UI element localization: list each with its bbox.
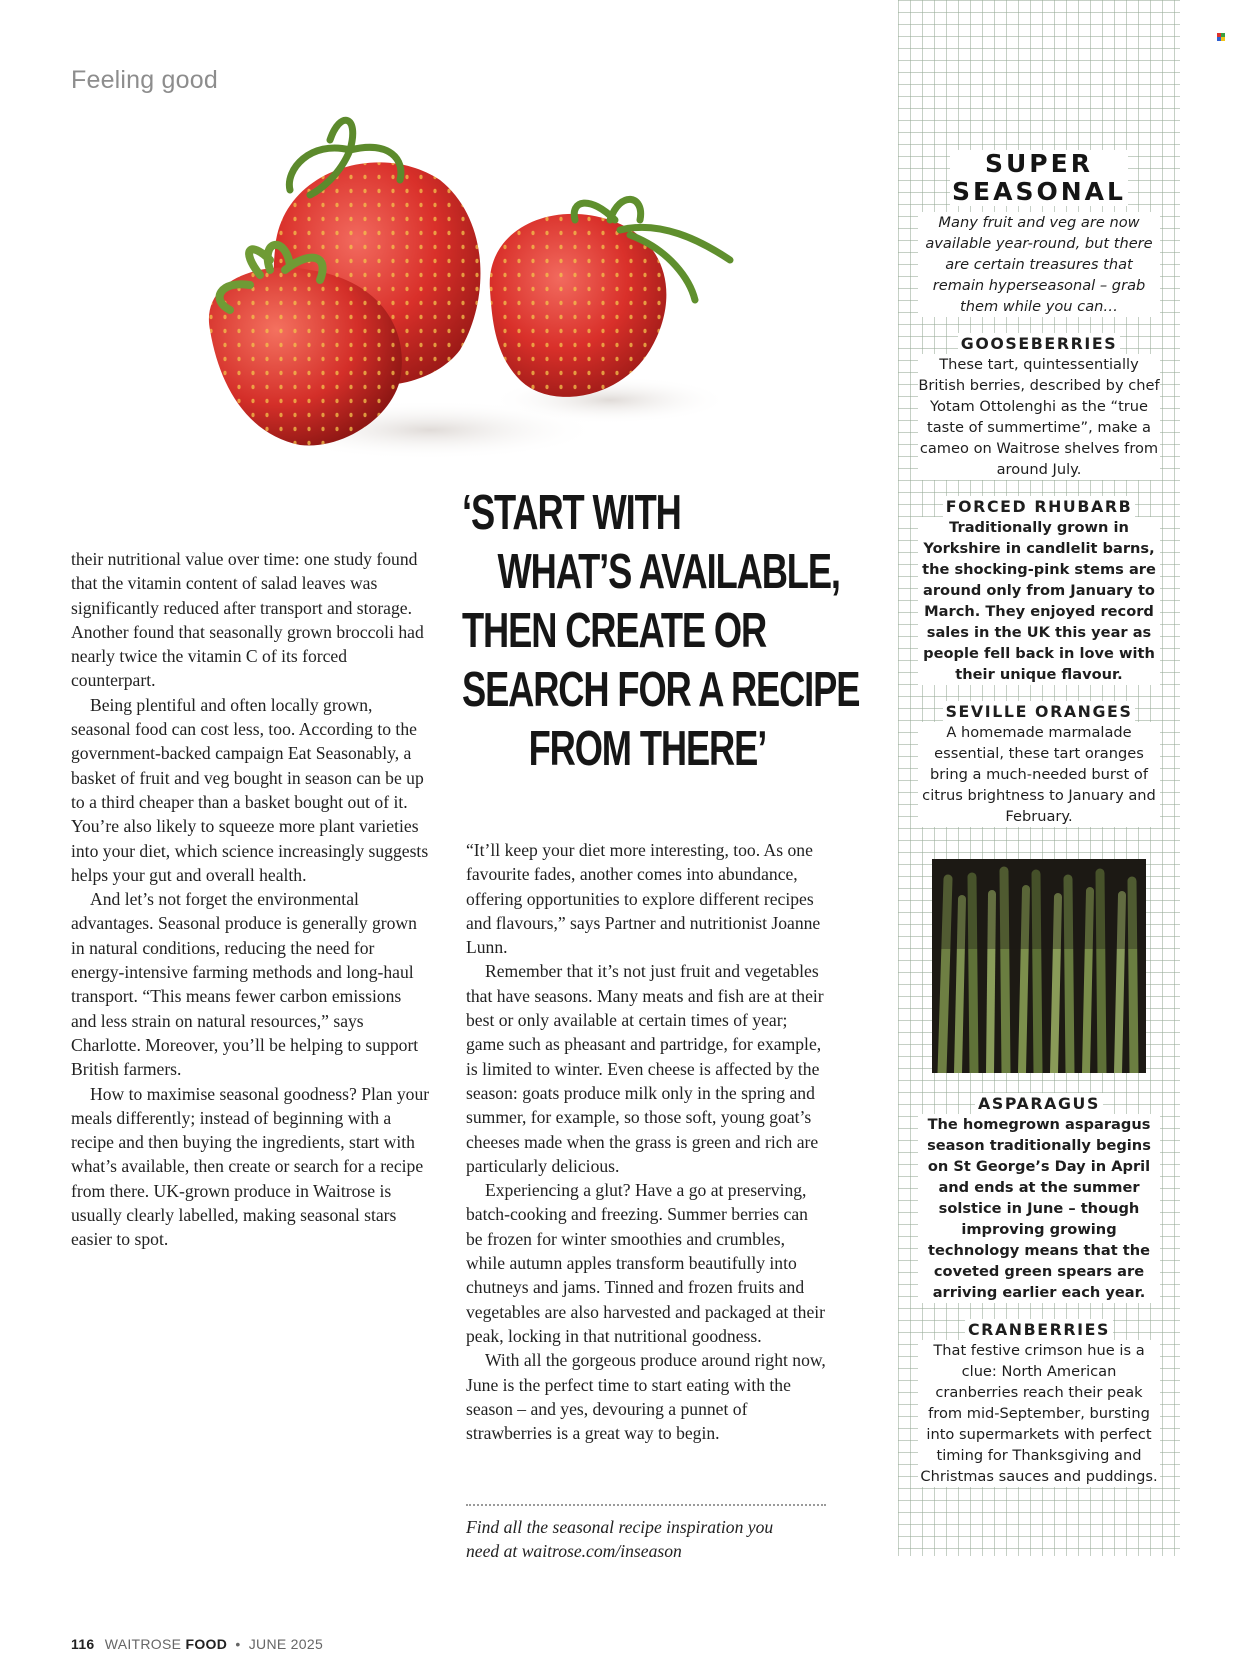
- pull-quote: [462, 484, 860, 779]
- sidebar-body: Traditionally grown in Yorkshire in candlelit barns, the shocking-pink stems are around only from January to March. They enjoyed record sales in the UK this year as people fell back in love with their unique flavour.: [918, 517, 1160, 685]
- footer-separator: •: [235, 1636, 241, 1652]
- body-paragraph: Remember that it’s not just fruit and vegetables that have seasons. Many meats and fish are at their best or only available at certain times of year; game such as pheasant and partridge, for example, is limited to winter. Even cheese is affected by the season: goats produce milk only in the spring and summer, for example, so those soft, young goat’s cheeses made when the grass is green and rich are particularly delicious.: [466, 961, 824, 1176]
- magazine-name-light: WAITROSE: [104, 1636, 182, 1652]
- sidebar-title-line: SEASONAL: [952, 177, 1126, 206]
- footnote-line: Find all the seasonal recipe inspiration you: [466, 1517, 774, 1537]
- pull-quote-line: FROM THERE’: [528, 722, 767, 776]
- pull-quote-line: THEN CREATE OR: [462, 604, 767, 658]
- section-label: Feeling good: [71, 66, 218, 94]
- issue-date: JUNE 2025: [248, 1636, 324, 1652]
- body-paragraph: And let’s not forget the environmental advantages. Seasonal produce is generally grown in natural conditions, reducing the need for energy-intensive farming methods and long-haul transport. “This means fewer carbon emissions and less strain on natural resources,” says Charlotte. Moreover, you’ll be helping to support British farmers.: [71, 889, 419, 1080]
- body-paragraph: Being plentiful and often locally grown, seasonal food can cost less, too. According to the government-backed campaign Eat Seasonably, a basket of fruit and veg bought in season can be up to a third cheaper than a basket bought out of it. You’re also likely to squeeze more plant varieties into your diet, which science increasingly suggests helps your gut and overall health.: [71, 694, 429, 885]
- sidebar-body: A homemade marmalade essential, these tart oranges bring a much-needed burst of citrus brightness to January and February.: [918, 722, 1160, 827]
- sidebar-body: That festive crimson hue is a clue: North American cranberries reach their peak from mid-September, bursting into supermarkets with perfect timing for Thanksgiving and Christmas sauces and puddings.: [918, 1340, 1160, 1487]
- body-paragraph: How to maximise seasonal goodness? Plan your meals differently; instead of beginning with a recipe and then buying the ingredients, start with what’s available, then create or search for a recipe from there. UK-grown produce in Waitrose is usually clearly labelled, making seasonal stars easier to spot.: [71, 1083, 430, 1250]
- left-column: [71, 547, 431, 1252]
- asparagus-photo: [932, 859, 1146, 1073]
- sidebar-heading: FORCED RHUBARB: [943, 496, 1135, 517]
- color-registration-mark: [1217, 33, 1225, 41]
- body-paragraph: their nutritional value over time: one study found that the vitamin content of salad leaves was significantly reduced after transport and storage. Another found that seasonally grown broccoli had nearly twice the vitamin C of its forced counterpart.: [71, 549, 424, 691]
- body-paragraph: Experiencing a glut? Have a go at preserving, batch-cooking and freezing. Summer berries can be frozen for winter smoothies and crumbles, while autumn apples transform beautifully into chutneys and jams. Tinned and frozen fruits and vegetables are also harvested and packaged at their peak, locking in that nutritional goodness.: [466, 1180, 826, 1346]
- sidebar-heading: CRANBERRIES: [965, 1319, 1113, 1340]
- body-paragraph: With all the gorgeous produce around right now, June is the perfect time to start eating with the season – and yes, devouring a punnet of strawberries is a great way to begin.: [466, 1350, 826, 1444]
- pull-quote-line: ‘START WITH: [462, 486, 681, 540]
- footnote: [466, 1515, 826, 1564]
- sidebar-heading: ASPARAGUS: [975, 1093, 1103, 1114]
- sidebar-heading: GOOSEBERRIES: [958, 333, 1120, 354]
- sidebar-heading: SEVILLE ORANGES: [943, 701, 1136, 722]
- footnote-line: need at waitrose.com/inseason: [466, 1541, 682, 1562]
- sidebar-body: These tart, quintessentially British berries, described by chef Yotam Ottolenghi as the “true taste of summertime”, make a cameo on Waitrose shelves from around July.: [918, 356, 1160, 478]
- pull-quote-line: WHAT’S AVAILABLE,: [497, 545, 840, 599]
- sidebar-body: The homegrown asparagus season traditionally begins on St George’s Day in April and ends at the summer solstice in June – though improving growing technology means that the coveted green spears are arriving earlier each year.: [918, 1114, 1160, 1303]
- page-number: 116: [71, 1636, 95, 1652]
- middle-column: [466, 838, 826, 1445]
- magazine-name: [105, 1636, 227, 1652]
- sidebar-intro: Many fruit and veg are now available year-round, but there are certain treasures that remain hyperseasonal – grab them while you can…: [918, 212, 1160, 317]
- pull-quote-line: SEARCH FOR A RECIPE: [462, 663, 860, 717]
- sidebar-title: [950, 150, 1128, 206]
- sidebar-title-line: SUPER: [985, 149, 1093, 178]
- magazine-name-bold: FOOD: [185, 1636, 228, 1652]
- strawberries-photo: [190, 100, 890, 500]
- dotted-divider: [466, 1504, 826, 1506]
- body-paragraph: “It’ll keep your diet more interesting, too. As one favourite fades, another comes into abundance, offering opportunities to explore different recipes and flavours,” says Partner and nutritionist Joanne Lunn.: [466, 840, 821, 958]
- super-seasonal-sidebar: [898, 0, 1180, 1556]
- page-footer: [71, 1636, 323, 1652]
